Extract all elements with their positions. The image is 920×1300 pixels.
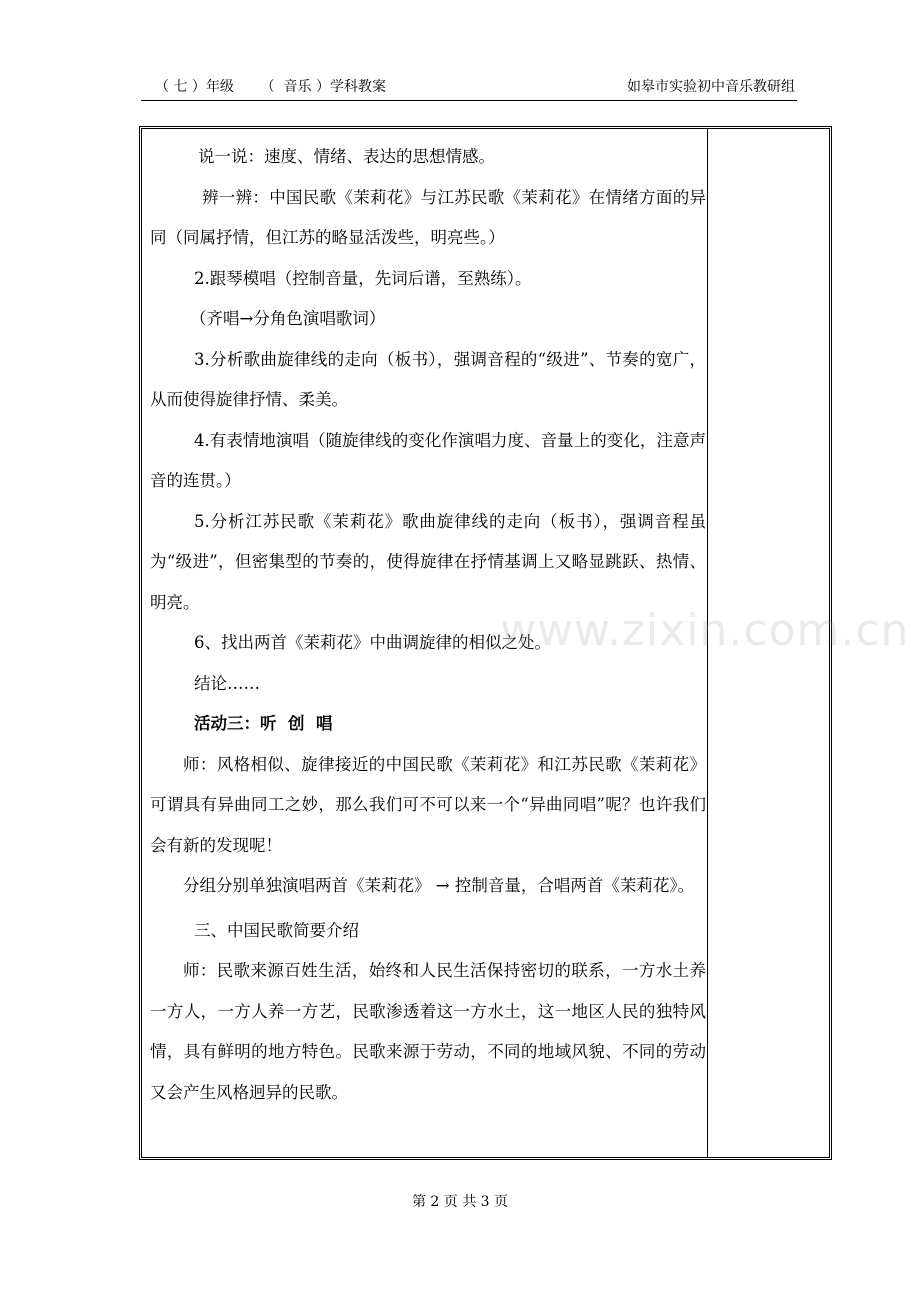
column-divider — [707, 129, 708, 1157]
paragraph-teacher-2: 师：民歌来源百姓生活，始终和人民生活保持密切的联系，一方水土养一方人，一方人养一方艺，民歌渗透着这一方水土，这一地区人民的独特风情，具有鲜明的地方特色。民歌来源于劳动，不同的地域风貌、不同的劳动又会产生风格迥异的民歌。 — [150, 961, 706, 1102]
page-footer: 第 2 页 共 3 页 — [411, 1194, 509, 1210]
header-school-group: 如皋市实验初中音乐教研组 — [627, 79, 795, 95]
paragraph-step-3: 3.分析歌曲旋律线的走向（板书），强调音程的“级进”、节奏的宽广，从而使得旋律抒情、柔美。 — [150, 349, 706, 409]
activity-three-heading: 活动三：听 创 唱 — [194, 714, 333, 733]
paragraph-conclusion: 结论…… — [194, 673, 260, 693]
paragraph-group-singing: 分组分别单独演唱两首《茉莉花》 → 控制音量，合唱两首《茉莉花》。 — [183, 876, 695, 895]
page-header — [141, 74, 797, 101]
lesson-plan-table — [139, 126, 832, 1160]
lesson-content-cell — [150, 137, 706, 1113]
paragraph-compare: 辨一辨：中国民歌《茉莉花》与江苏民歌《茉莉花》在情绪方面的异同（同属抒情，但江苏的略显活泼些，明亮些。） — [150, 187, 706, 247]
paragraph-say: 说一说：速度、情绪、表达的思想情感。 — [198, 147, 495, 166]
watermark: www.zixin.com.cn — [500, 605, 910, 656]
paragraph-step-6: 6、找出两首《茉莉花》中曲调旋律的相似之处。 — [194, 633, 551, 652]
paragraph-step-5: 5.分析江苏民歌《茉莉花》歌曲旋律线的走向（板书），强调音程虽为“级进”，但密集型的节奏的，使得旋律在抒情基调上又略显跳跃、热情、明亮。 — [150, 511, 706, 612]
paragraph-step-2: 2.跟琴模唱（控制音量，先词后谱，至熟练）。 — [194, 268, 532, 288]
paragraph-step-4: 4.有表情地演唱（随旋律线的变化作演唱力度、音量上的变化，注意声音的连贯。） — [150, 430, 706, 490]
section-three-heading: 三、中国民歌简要介绍 — [194, 920, 359, 940]
header-grade-subject: （ 七 ）年级 （ 音乐 ）学科教案 — [155, 79, 386, 95]
paragraph-chorus-roles: （齐唱→分角色演唱歌词） — [190, 309, 386, 328]
paragraph-teacher-1: 师：风格相似、旋律接近的中国民歌《茉莉花》和江苏民歌《茉莉花》可谓具有异曲同工之妙，那么我们可不可以来一个“异曲同唱”呢？也许我们会有新的发现呢！ — [150, 754, 706, 855]
